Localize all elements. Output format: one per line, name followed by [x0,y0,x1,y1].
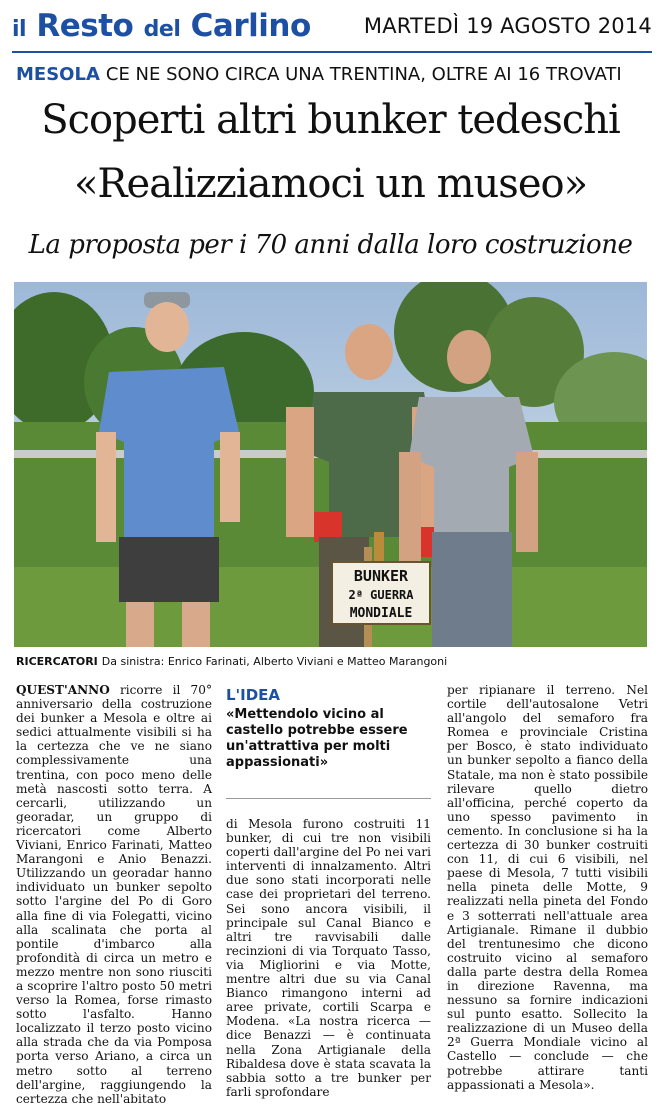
logo-del: del [143,17,181,42]
issue-date: MARTEDÌ 19 AGOSTO 2014 [363,14,652,38]
photo-caption [16,655,646,668]
sign-line-3: MONDIALE [349,606,413,621]
logo-carlino: Carlino [190,8,311,44]
headline-line-1: Scoperti altri bunker tedeschi [41,97,620,143]
idea-box [226,686,431,771]
column-3-text: per ripianare il terreno. Nel cortile dell'autosalone Vetri all'angolo del semaforo fra Romea e provinciale Cristina per Bosco, è stato individuato un bunker sepolto a fianco della Statale, ma non è stato possibile rilevare quello dietro all'officina, perché coperto da uno spesso pavimento in cemento. In conclusione si ha la certezza di 30 bunker costruiti con 11, di cui 6 visibili, nel paese di Mesola, 7 tutti visibili nella pineta delle Motte, 9 realizzati nella pineta del Fondo e 3 sotterrati nell'attuale area Artigianale. Rimane il dubbio del trentunesimo che dicono costruito vicino al semaforo dalla parte destra della Romea in direzione Ravenna, ma nessuno sa fornire indicazioni sul punto esatto. Sollecito la realizzazione di un Museo della 2ª Guerra Mondiale vicino al Castello — conclude — che potrebbe attirare tanti appassionati a Mesola». [447,683,648,1092]
logo-il: il [12,17,27,42]
kicker [16,64,646,85]
idea-divider [226,798,431,799]
masthead [12,8,652,48]
article-column-3 [447,683,648,1092]
article-lead: QUEST'ANNO [16,683,110,697]
photo-illustration [14,282,647,647]
sign-line-2: 2ª GUERRA [348,588,414,602]
kicker-place: MESOLA [16,64,100,85]
caption-text: Da sinistra: Enrico Farinati, Alberto Viviani e Matteo Marangoni [101,655,448,668]
kicker-text: CE NE SONO CIRCA UNA TRENTINA, OLTRE AI 16 TROVATI [105,64,622,85]
column-1-text: ricorre il 70° anniversario della costruzione dei bunker a Mesola e oltre ai sedici attualmente visibili si ha la certezza che ve ne siano complessivamente una trentina, con poco meno delle metà nascosti sotto terra. A cercarli, utilizzando un georadar, un gruppo di ricercatori come Alberto Viviani, Enrico Farinati, Matteo Marangoni e Anio Benazzi. Utilizzando un georadar hanno individuato un bunker sepolto sotto l'argine del Po di Goro alla fine di via Folegatti, vicino alla scalinata che porta al pontile d'imbarco alla profondità di circa un metro e mezzo mentre non sono riusciti a scoprire l'altro posto 50 metri verso la Romea, forse rimasto sotto l'asfalto. Hanno localizzato il terzo posto vicino alla strada che da via Pomposa porta verso Ariano, a circa un metro sotto al terreno dell'argine, raggiungendo la certezza che nell'abitato [16,683,212,1106]
subheadline: La proposta per i 70 anni dalla loro costruzione [28,230,633,260]
article-column-1 [16,683,212,1106]
masthead-rule [12,51,652,53]
idea-tag: L'IDEA [226,686,281,704]
article-photo [14,282,647,647]
caption-lead: RICERCATORI [16,655,98,668]
idea-quote: «Mettendolo vicino al castello potrebbe essere un'attrattiva per molti appassionati» [226,707,408,770]
headline-line-2: «Realizziamoci un museo» [73,161,588,207]
article-column-2 [226,817,431,1099]
column-2-text: di Mesola furono costruiti 11 bunker, di cui tre non visibili coperti dall'argine del Po nei vari interventi di innalzamento. Altri due sono stati incorporati nelle case dei proprietari del terreno. Sei sono ancora visibili, il principale sul Canal Bianco e altri tre ravvisabili dalle recinzioni di via Torquato Tasso, via Migliorini e via Motte, mentre altri due su via Canal Bianco rimangono interni ad aree private, cortili Scarpa e Modena. «La nostra ricerca — dice Benazzi — è continuata nella Zona Artigianale della Ribaldesa dove è stata scavata la sabbia sotto a tre bunker per farli sprofondare [226,817,431,1099]
sign-line-1: BUNKER [353,567,409,585]
newspaper-logo [12,8,311,48]
logo-resto: Resto [36,8,134,44]
